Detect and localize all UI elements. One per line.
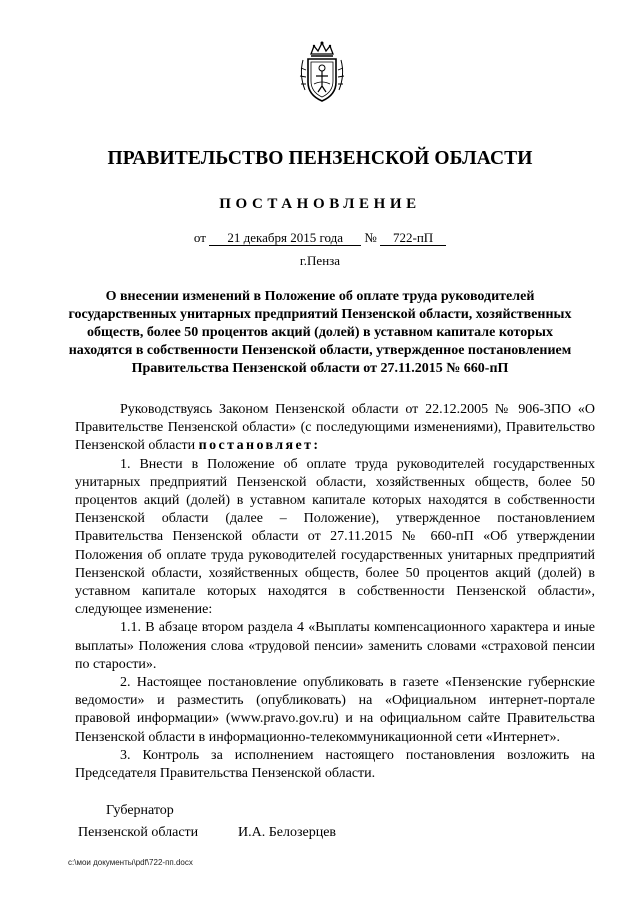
paragraph-1-1: 1.1. В абзаце втором раздела 4 «Выплаты компенсационного характера и иные выплаты» Положения слова «трудовой пенсии» заменить словами «страховой пенсии по старости». bbox=[75, 620, 595, 672]
decree-word: постановляет: bbox=[198, 438, 321, 454]
document-subject: О внесении изменений в Положение об оплате труда руководителей государственных унитарных предприятий Пензенской области, хозяйственных обществ, более 50 процентов акций (долей) в уставном капитале которых находятся в собственности Пензенской области, утвержденное постановлением Правительства Пензенской области от 27.11.2015 № 660-пП bbox=[68, 289, 572, 376]
signatory-name: И.А. Белозерцев bbox=[238, 825, 337, 840]
signatory-position-line2: Пензенской области bbox=[78, 825, 199, 840]
paragraph-1: 1. Внести в Положение об оплате труда руководителей государственных унитарных предприятий Пензенской области, хозяйственных обществ, более 50 процентов акций (долей) в уставном капитале которых находятся в собственности Пензенской области (далее – Положение), утвержденное постановлением Правительства Пензенской области от 27.11.2015 № 660-пП «Об утверждении Положения об оплате труда руководителей государственных унитарных предприятий Пензенской области, хозяйственных обществ, более 50 процентов акций (долей) в уставном капитале которых находятся в собственности Пензенской области», следующее изменение: bbox=[75, 456, 595, 618]
number-prefix: № bbox=[364, 230, 377, 245]
date-prefix: от bbox=[193, 230, 206, 245]
penza-coat-of-arms-icon bbox=[297, 40, 347, 104]
intro-text: Руководствуясь Законом Пензенской области от 22.12.2005 № 906-ЗПО «О Правительстве Пензенской области» (с последующими изменениями), Правительство Пензенской области bbox=[75, 402, 595, 454]
document-number: 722-пП bbox=[380, 231, 446, 246]
city: г.Пенза bbox=[299, 253, 341, 268]
footer-file-path: c:\мои документы\pdf\722-пп.docx bbox=[68, 858, 193, 867]
document-body bbox=[75, 401, 595, 783]
signatory-position-line1: Губернатор bbox=[106, 803, 174, 818]
government-title: ПРАВИТЕЛЬСТВО ПЕНЗЕНСКОЙ ОБЛАСТИ bbox=[107, 148, 533, 169]
paragraph-3: 3. Контроль за исполнением настоящего постановления возложить на Председателя Правительства Пензенской области. bbox=[75, 747, 595, 782]
document-type: ПОСТАНОВЛЕНИЕ bbox=[219, 196, 421, 212]
date-number-line bbox=[0, 230, 640, 246]
paragraph-2: 2. Настоящее постановление опубликовать в газете «Пензенские губернские ведомости» и разместить (опубликовать) на «Официальном интернет-портале правовой информации» (www.pravo.gov.ru) и на официальном сайте Правительства Пензенской области в информационно-телекоммуникационной сети «Интернет». bbox=[75, 675, 595, 745]
document-date: 21 декабря 2015 года bbox=[209, 231, 361, 246]
intro-paragraph bbox=[75, 401, 595, 456]
